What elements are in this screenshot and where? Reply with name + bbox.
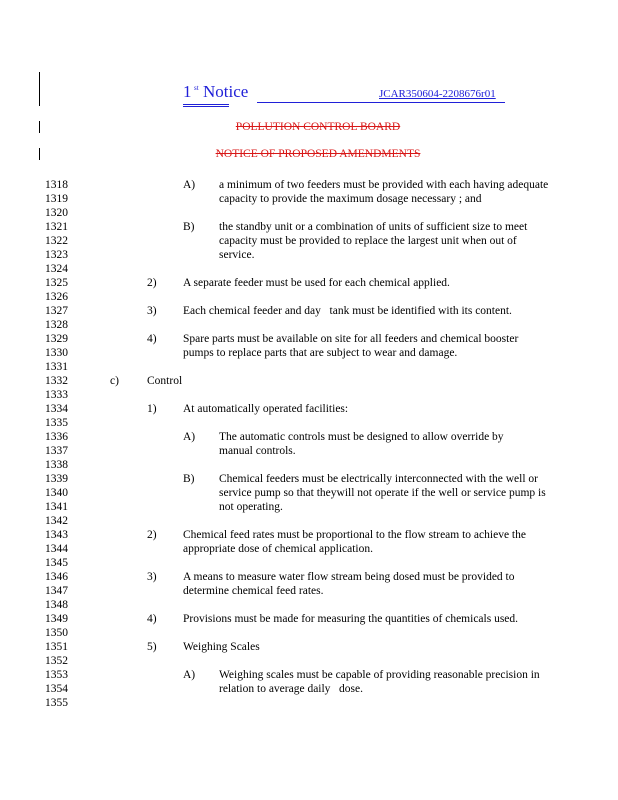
line-number: 1337 [45, 445, 68, 457]
line-number: 1328 [45, 319, 68, 331]
line-number: 1334 [45, 403, 68, 415]
line-number: 1338 [45, 459, 68, 471]
line-number: 1346 [45, 571, 68, 583]
notice-number-superscript: st [194, 84, 199, 92]
paragraph: the standby unit or a combination of units of sufficient size to meet capacity must be provided to replace the largest unit when out of service. [219, 221, 528, 261]
board-title: POLLUTION CONTROL BOARD [235, 121, 401, 133]
item-label: A) [183, 669, 196, 681]
line-number: 1319 [45, 193, 68, 205]
paragraph: The automatic controls must be designed to allow override by manual controls. [219, 431, 504, 457]
line-number: 1345 [45, 557, 68, 569]
paragraph: Weighing Scales [183, 641, 260, 653]
line-number: 1332 [45, 375, 68, 387]
line-number: 1351 [45, 641, 68, 653]
item-label: 5) [147, 641, 157, 653]
paragraph: At automatically operated facilities: [183, 403, 349, 415]
line-number: 1340 [45, 487, 68, 499]
notice-title: NOTICE OF PROPOSED AMENDMENTS [215, 148, 421, 160]
header-double-underline [183, 106, 229, 107]
line-number: 1324 [45, 263, 68, 275]
paragraph: Spare parts must be available on site for all feeders and chemical booster pumps to replace parts that are subject to wear and damage. [183, 333, 519, 359]
paragraph: A separate feeder must be used for each chemical applied. [183, 277, 450, 289]
line-number: 1350 [45, 627, 68, 639]
header-underline [257, 102, 505, 103]
line-number: 1333 [45, 389, 68, 401]
item-label: 2) [147, 529, 157, 541]
line-number: 1355 [45, 697, 68, 709]
notice-number: 1 [183, 82, 192, 101]
line-number: 1318 [45, 179, 68, 191]
line-number: 1331 [45, 361, 68, 373]
line-number: 1353 [45, 669, 68, 681]
item-label: 4) [147, 613, 157, 625]
line-number: 1320 [45, 207, 68, 219]
line-number: 1354 [45, 683, 68, 695]
line-number: 1344 [45, 543, 68, 555]
line-number: 1326 [45, 291, 68, 303]
item-label: A) [183, 431, 196, 443]
change-bar [39, 72, 40, 106]
line-number: 1335 [45, 417, 68, 429]
item-label: B) [183, 221, 195, 233]
line-number: 1352 [45, 655, 68, 667]
item-label: 4) [147, 333, 157, 345]
notice-label: Notice [203, 82, 249, 101]
section-label: c) [110, 375, 119, 387]
line-number: 1349 [45, 613, 68, 625]
line-number: 1329 [45, 333, 68, 345]
item-label: 1) [147, 403, 157, 415]
line-number: 1342 [45, 515, 68, 527]
line-number: 1347 [45, 585, 68, 597]
line-number: 1343 [45, 529, 68, 541]
paragraph: Chemical feed rates must be proportional to the flow stream to achieve the appropriate dose of chemical application. [183, 529, 526, 555]
section-heading: Control [147, 375, 183, 387]
paragraph: Each chemical feeder and day tank must be identified with its content. [183, 305, 512, 317]
item-label: 2) [147, 277, 157, 289]
notice-header [183, 82, 543, 110]
paragraph: A means to measure water flow stream being dosed must be provided to determine chemical feed rates. [183, 571, 515, 597]
document-code: JCAR350604-2208676r01 [379, 88, 496, 100]
item-label: B) [183, 473, 195, 485]
item-label: A) [183, 179, 196, 191]
paragraph: Weighing scales must be capable of providing reasonable precision in relation to average daily dose. [219, 669, 543, 695]
paragraph: Provisions must be made for measuring the quantities of chemicals used. [183, 613, 519, 625]
header-double-underline [183, 104, 229, 105]
line-number: 1323 [45, 249, 68, 261]
line-number: 1327 [45, 305, 68, 317]
line-number: 1322 [45, 235, 68, 247]
item-label: 3) [147, 571, 157, 583]
line-number: 1330 [45, 347, 68, 359]
item-label: 3) [147, 305, 157, 317]
line-number: 1321 [45, 221, 68, 233]
line-number: 1348 [45, 599, 68, 611]
paragraph: Chemical feeders must be electrically interconnected with the well or service pump so that theywill not operate if the well or service pump is not operating. [219, 473, 546, 513]
line-number: 1336 [45, 431, 68, 443]
line-number: 1339 [45, 473, 68, 485]
line-number: 1325 [45, 277, 68, 289]
line-number: 1341 [45, 501, 68, 513]
paragraph: a minimum of two feeders must be provided with each having adequate capacity to provide the maximum dosage necessary ; and [219, 179, 549, 205]
